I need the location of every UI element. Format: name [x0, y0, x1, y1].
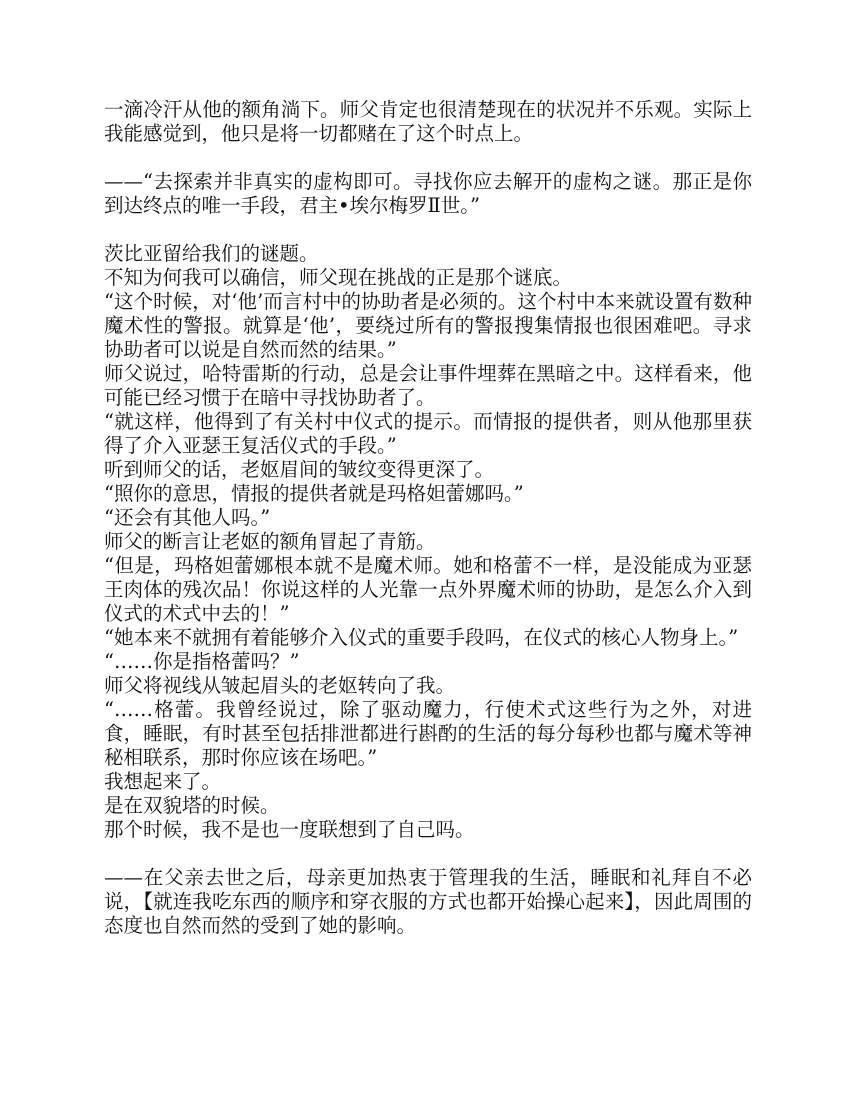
paragraph-gap — [104, 218, 752, 242]
paragraph: 是在双貌塔的时候。 — [104, 794, 280, 817]
paragraph: 师父说过，哈特雷斯的行动，总是会让事件埋葬在黑暗之中。这样看来，他可能已经习惯于在暗中寻找协助者了。 — [104, 362, 752, 409]
paragraph-gap — [104, 842, 752, 866]
paragraph: 师父将视线从皱起眉头的老妪转向了我。 — [104, 674, 456, 697]
paragraph: 茨比亚留给我们的谜题。 — [104, 242, 319, 265]
paragraph: “……格蕾。我曾经说过，除了驱动魔力，行使术式这些行为之外，对进食，睡眠，有时甚至包括排泄都进行斟酌的生活的每分每秒也都与魔术等神秘相联系，那时你应该在场吧。” — [104, 698, 752, 769]
paragraph: ——“去探索并非真实的虚构即可。寻找你应去解开的虚构之谜。那正是你到达终点的唯一手段，君主•埃尔梅罗Ⅱ世。” — [104, 170, 752, 217]
document-body — [104, 98, 752, 938]
paragraph: “照你的意思，情报的提供者就是玛格妲蕾娜吗。” — [104, 482, 524, 505]
paragraph: “就这样，他得到了有关村中仪式的提示。而情报的提供者，则从他那里获得了介入亚瑟王复活仪式的手段。” — [104, 410, 752, 457]
paragraph: “还会有其他人吗。” — [104, 506, 271, 529]
paragraph: 不知为何我可以确信，师父现在挑战的正是那个谜底。 — [104, 266, 573, 289]
paragraph: “这个时候，对‘他’而言村中的协助者是必须的。这个村中本来就设置有数种魔术性的警报。就算是‘他’，要绕过所有的警报搜集情报也很困难吧。寻求协助者可以说是自然而然的结果。” — [104, 290, 752, 361]
paragraph: “但是，玛格妲蕾娜根本就不是魔术师。她和格蕾不一样，是没能成为亚瑟王肉体的残次品！你说这样的人光靠一点外界魔术师的协助，是怎么介入到仪式的术式中去的！” — [104, 554, 752, 625]
paragraph: 我想起来了。 — [104, 770, 222, 793]
paragraph: 一滴冷汗从他的额角淌下。师父肯定也很清楚现在的状况并不乐观。实际上我能感觉到，他只是将一切都赌在了这个时点上。 — [104, 98, 752, 145]
paragraph-gap — [104, 146, 752, 170]
paragraph: ——在父亲去世之后，母亲更加热衷于管理我的生活，睡眠和礼拜自不必说，【就连我吃东西的顺序和穿衣服的方式也都开始操心起来】，因此周围的态度也自然而然的受到了她的影响。 — [104, 866, 752, 937]
paragraph: 师父的断言让老妪的额角冒起了青筋。 — [104, 530, 436, 553]
paragraph: 那个时候，我不是也一度联想到了自己吗。 — [104, 818, 475, 841]
paragraph: “……你是指格蕾吗？” — [104, 650, 300, 673]
paragraph: 听到师父的话，老妪眉间的皱纹变得更深了。 — [104, 458, 495, 481]
paragraph: “她本来不就拥有着能够介入仪式的重要手段吗，在仪式的核心人物身上。” — [104, 626, 739, 649]
